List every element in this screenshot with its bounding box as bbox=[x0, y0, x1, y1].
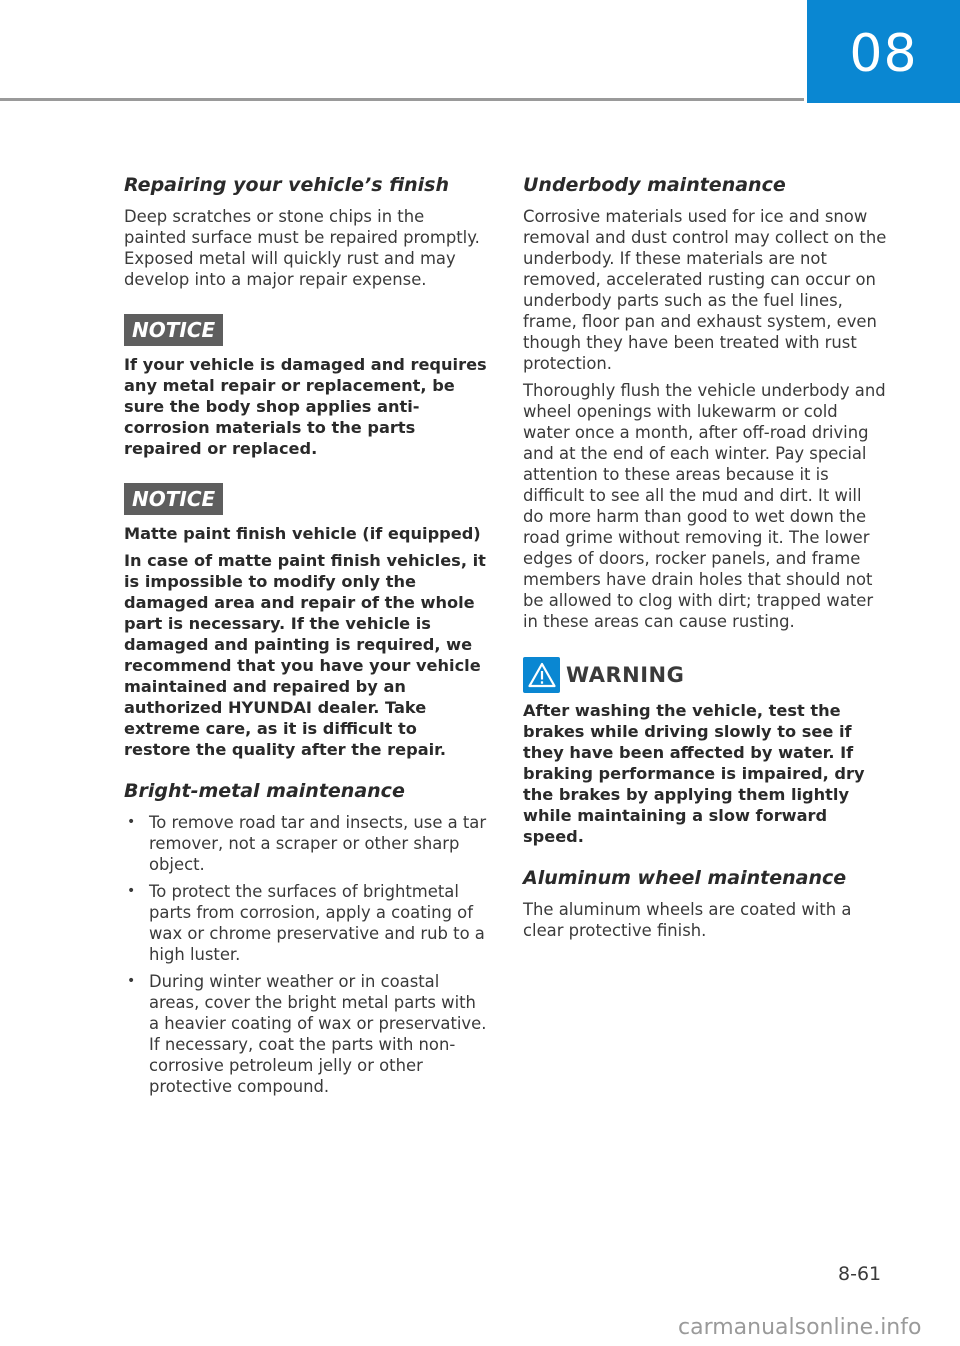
finish-title: Repairing your vehicle’s finish bbox=[124, 174, 450, 196]
underbody-para-2: Thoroughly flush the vehicle underbody and wheel openings with lukewarm or cold water once a month, after off-road driving and at the end of each winter. Pay special attention to these areas because it is difficult to see all the mud and dirt. It will do more harm than good to wet down the road grime without removing it. The lower edges of doors, rocker panels, and frame members have drain holes that should not be allowed to clog with dirt; trapped water in these areas can cause rusting. bbox=[523, 381, 886, 631]
notice-anticorrosion bbox=[124, 314, 488, 459]
bullet: • bbox=[127, 973, 136, 989]
underbody-title: Underbody maintenance bbox=[523, 174, 786, 196]
underbody-section bbox=[523, 170, 887, 632]
list-item-text: During winter weather or in coastal areas, cover the bright metal parts with a heavier coating of wax or preservative. If necessary, coat the parts with non-corrosive petroleum jelly or other protective compound. bbox=[149, 972, 487, 1096]
notice-matte-text: In case of matte paint finish vehicles, it is impossible to modify only the damaged area and repair of the whole part is necessary. If the vehicle is damaged and painting is required, we recommend that you have your vehicle maintained and repaired by an authorized HYUNDAI dealer. Take extreme care, as it is difficult to restore the quality after the repair. bbox=[124, 551, 486, 759]
list-item-text: To protect the surfaces of brightmetal parts from corrosion, apply a coating of wax or chrome preservative and rub to a high luster. bbox=[149, 882, 485, 964]
warning-brakes bbox=[523, 656, 887, 847]
bright-metal-list bbox=[124, 812, 488, 1097]
aluminum-section bbox=[523, 863, 887, 941]
header-rule bbox=[0, 98, 804, 101]
right-column bbox=[523, 170, 887, 947]
warning-text: After washing the vehicle, test the brakes while driving slowly to see if they have been affected by water. If braking performance is impaired, dry the brakes by applying them lightly while maintaining a slow forward speed. bbox=[523, 701, 865, 846]
page-number: 8-61 bbox=[838, 1263, 882, 1285]
warning-header bbox=[523, 656, 887, 694]
notice-badge: NOTICE bbox=[124, 483, 223, 515]
warning-label: WARNING bbox=[566, 663, 685, 687]
chapter-tab: 08 bbox=[807, 0, 960, 103]
watermark: carmanualsonline.info bbox=[678, 1315, 922, 1340]
finish-body: Deep scratches or stone chips in the painted surface must be repaired promptly. Exposed metal will quickly rust and may develop into a major repair expense. bbox=[124, 207, 480, 289]
bullet: • bbox=[127, 814, 136, 830]
notice-matte-heading: Matte paint finish vehicle (if equipped) bbox=[124, 524, 481, 543]
warning-triangle-icon bbox=[523, 657, 560, 693]
notice-badge: NOTICE bbox=[124, 314, 223, 346]
left-column bbox=[124, 170, 488, 1103]
bright-metal-section bbox=[124, 776, 488, 1097]
aluminum-title: Aluminum wheel maintenance bbox=[523, 867, 847, 889]
underbody-para-1: Corrosive materials used for ice and snow removal and dust control may collect on the underbody. If these materials are not removed, accelerated rusting can occur on underbody parts such as the fuel lines, frame, floor pan and exhaust system, even though they have been treated with rust protection. bbox=[523, 207, 887, 373]
list-item bbox=[124, 881, 488, 965]
notice-anticorrosion-text: If your vehicle is damaged and requires any metal repair or replacement, be sure the body shop applies anti-corrosion materials to the parts repaired or replaced. bbox=[124, 355, 487, 458]
bullet: • bbox=[127, 883, 136, 899]
bright-metal-title: Bright-metal maintenance bbox=[124, 780, 405, 802]
list-item bbox=[124, 971, 488, 1097]
notice-matte-paint bbox=[124, 483, 488, 760]
aluminum-body: The aluminum wheels are coated with a clear protective finish. bbox=[523, 900, 852, 940]
finish-section bbox=[124, 170, 488, 290]
list-item-text: To remove road tar and insects, use a tar remover, not a scraper or other sharp object. bbox=[149, 813, 487, 874]
list-item bbox=[124, 812, 488, 875]
